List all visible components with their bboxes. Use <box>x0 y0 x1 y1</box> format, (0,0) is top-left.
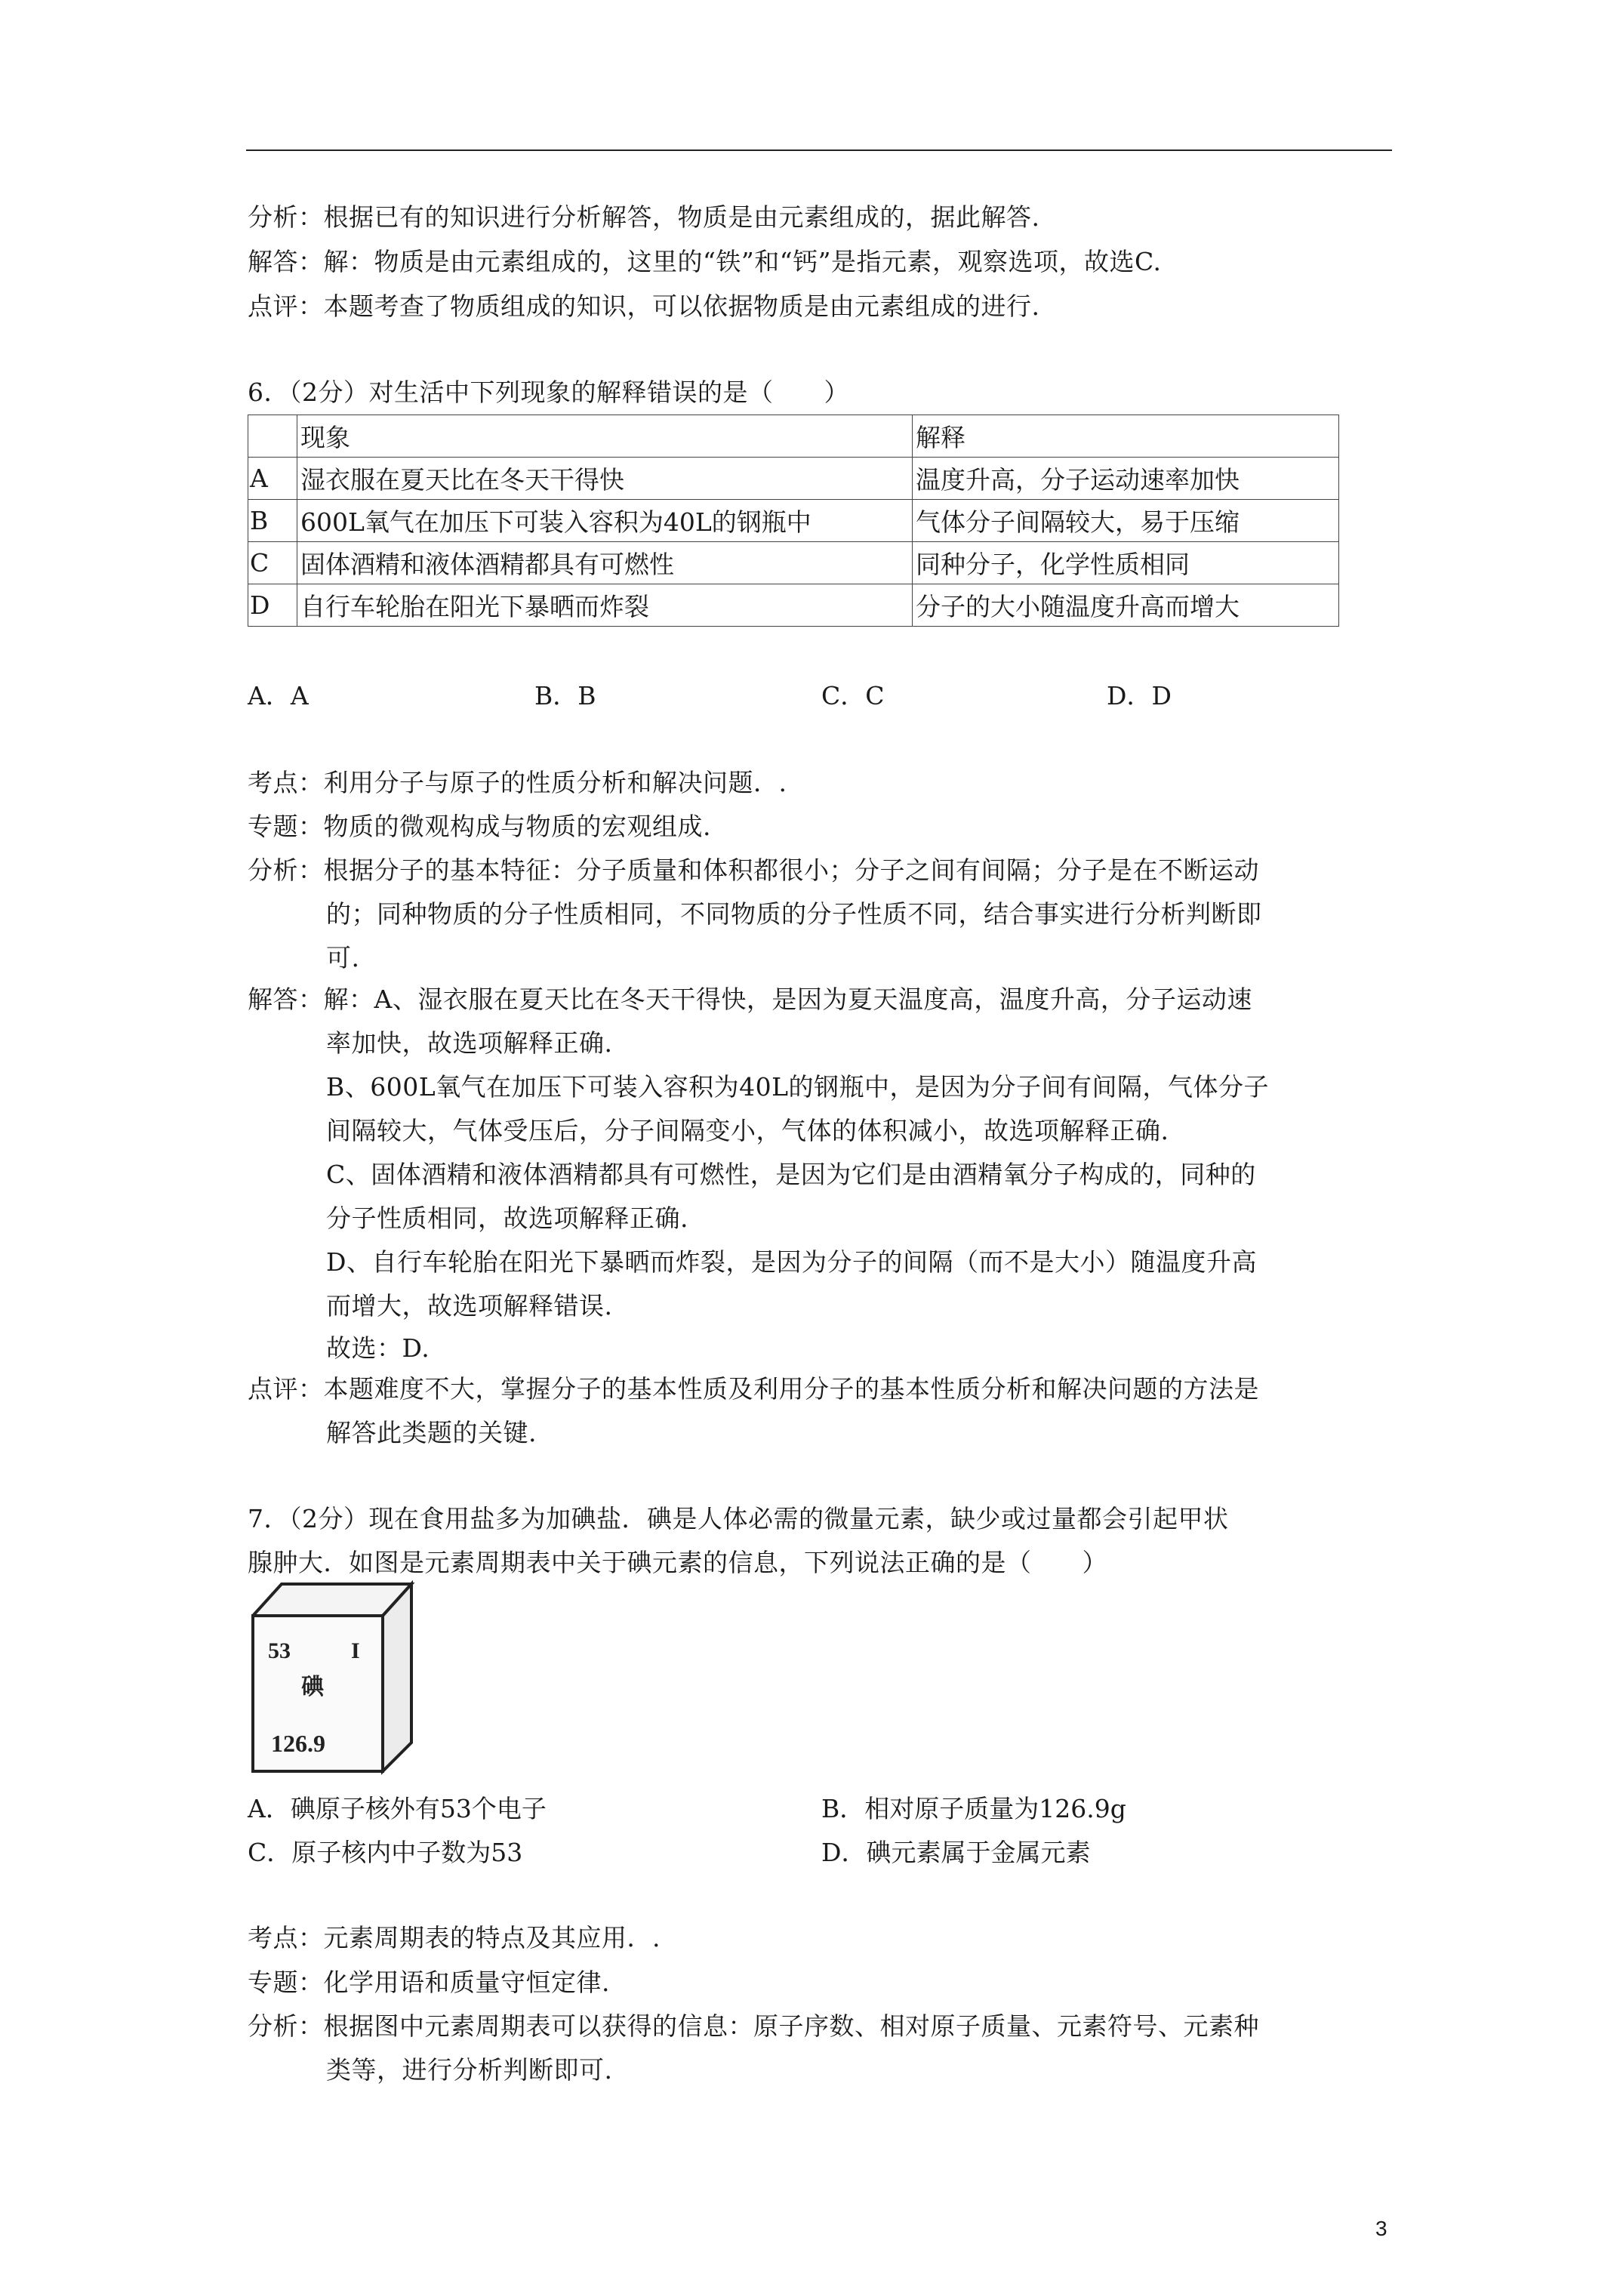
q6-option-b: B．B <box>534 681 596 710</box>
q6-solution-line: 率加快，故选项解释正确. <box>326 1028 613 1058</box>
q7-analysis-line: 分析：根据图中元素周期表可以获得的信息：原子序数、相对原子质量、元素符号、元素种 <box>248 2011 1259 2041</box>
table-cell: 温度升高，分子运动速率加快 <box>913 458 1339 500</box>
q6-option-c: C．C <box>821 681 885 710</box>
q6-solution-line: B、600L氧气在加压下可装入容积为40L的钢瓶中，是因为分子间有间隔，气体分子 <box>326 1072 1270 1102</box>
atomic-mass: 126.9 <box>271 1730 325 1757</box>
table-header-explanation: 解释 <box>913 415 1339 458</box>
q6-solution-line: 而增大，故选项解释错误. <box>326 1291 613 1321</box>
q7-key-point: 考点：元素周期表的特点及其应用．. <box>248 1923 661 1952</box>
table-cell: 湿衣服在夏天比在冬天干得快 <box>297 458 913 500</box>
q7-stem-line: 腺肿大．如图是元素周期表中关于碘元素的信息，下列说法正确的是（ ） <box>248 1548 1107 1577</box>
q7-topic: 专题：化学用语和质量守恒定律. <box>248 1968 610 1997</box>
table-cell: 气体分子间隔较大，易于压缩 <box>913 500 1339 542</box>
table-cell: 600L氧气在加压下可装入容积为40L的钢瓶中 <box>297 500 913 542</box>
q6-table <box>248 415 1339 627</box>
prev-comment: 点评：本题考查了物质组成的知识，可以依据物质是由元素组成的进行. <box>248 291 1040 321</box>
q6-analysis-line: 分析：根据分子的基本特征：分子质量和体积都很小；分子之间有间隔；分子是在不断运动 <box>248 855 1259 885</box>
q7-option-a: A．碘原子核外有53个电子 <box>248 1794 547 1823</box>
q6-solution-line: C、固体酒精和液体酒精都具有可燃性，是因为它们是由酒精氧分子构成的，同种的 <box>326 1160 1256 1189</box>
q7-option-c: C．原子核内中子数为53 <box>248 1838 523 1867</box>
table-cell-label: D <box>248 584 297 627</box>
page-number: 3 <box>1375 2217 1387 2240</box>
table-cell-label: A <box>248 458 297 500</box>
q6-option-d: D．D <box>1107 681 1172 710</box>
table-row <box>248 584 1339 627</box>
q6-solution-line: D、自行车轮胎在阳光下暴晒而炸裂，是因为分子的间隔（而不是大小）随温度升高 <box>326 1247 1257 1277</box>
q7-option-b: B．相对原子质量为126.9g <box>821 1794 1126 1823</box>
table-row <box>248 458 1339 500</box>
q6-option-a: A．A <box>248 681 309 710</box>
table-cell: 固体酒精和液体酒精都具有可燃性 <box>297 542 913 584</box>
header-rule <box>246 149 1392 151</box>
iodine-element-cube <box>251 1576 419 1776</box>
q6-solution-line: 间隔较大，气体受压后，分子间隔变小，气体的体积减小，故选项解释正确. <box>326 1116 1169 1145</box>
table-cell: 自行车轮胎在阳光下暴晒而炸裂 <box>297 584 913 627</box>
q7-analysis-line: 类等，进行分析判断即可. <box>326 2055 613 2085</box>
q7-stem-line: 7．（2分）现在食用盐多为加碘盐．碘是人体必需的微量元素，缺少或过量都会引起甲状 <box>248 1504 1229 1533</box>
table-cell-label: C <box>248 542 297 584</box>
q6-solution-line: 分子性质相同，故选项解释正确. <box>326 1203 688 1233</box>
q6-key-point: 考点：利用分子与原子的性质分析和解决问题．. <box>248 768 787 797</box>
q6-comment-line: 解答此类题的关键. <box>326 1418 537 1447</box>
table-cell: 同种分子，化学性质相同 <box>913 542 1339 584</box>
prev-analysis: 分析：根据已有的知识进行分析解答，物质是由元素组成的，据此解答. <box>248 202 1040 232</box>
q6-comment-line: 点评：本题难度不大，掌握分子的基本性质及利用分子的基本性质分析和解决问题的方法是 <box>248 1374 1259 1404</box>
q7-option-d: D．碘元素属于金属元素 <box>821 1838 1091 1867</box>
q6-analysis-line: 可. <box>326 943 360 972</box>
element-symbol: I <box>351 1638 360 1663</box>
atomic-number: 53 <box>268 1638 291 1663</box>
q6-solution-line: 解答：解：A、湿衣服在夏天比在冬天干得快，是因为夏天温度高，温度升高，分子运动速 <box>248 985 1252 1014</box>
prev-solution: 解答：解：物质是由元素组成的，这里的“铁”和“钙”是指元素，观察选项，故选C. <box>248 247 1162 276</box>
table-cell-label: B <box>248 500 297 542</box>
table-header-phenomenon: 现象 <box>297 415 913 458</box>
table-cell <box>248 415 297 458</box>
table-row <box>248 500 1339 542</box>
q6-topic: 专题：物质的微观构成与物质的宏观组成. <box>248 812 711 841</box>
q6-analysis-line: 的；同种物质的分子性质相同，不同物质的分子性质不同，结合事实进行分析判断即 <box>326 899 1262 929</box>
table-cell: 分子的大小随温度升高而增大 <box>913 584 1339 627</box>
element-name: 碘 <box>301 1674 324 1700</box>
table-header-row <box>248 415 1339 458</box>
table-row <box>248 542 1339 584</box>
q6-stem: 6．（2分）对生活中下列现象的解释错误的是（ ） <box>248 378 849 407</box>
q6-solution-line: 故选：D. <box>326 1333 430 1363</box>
